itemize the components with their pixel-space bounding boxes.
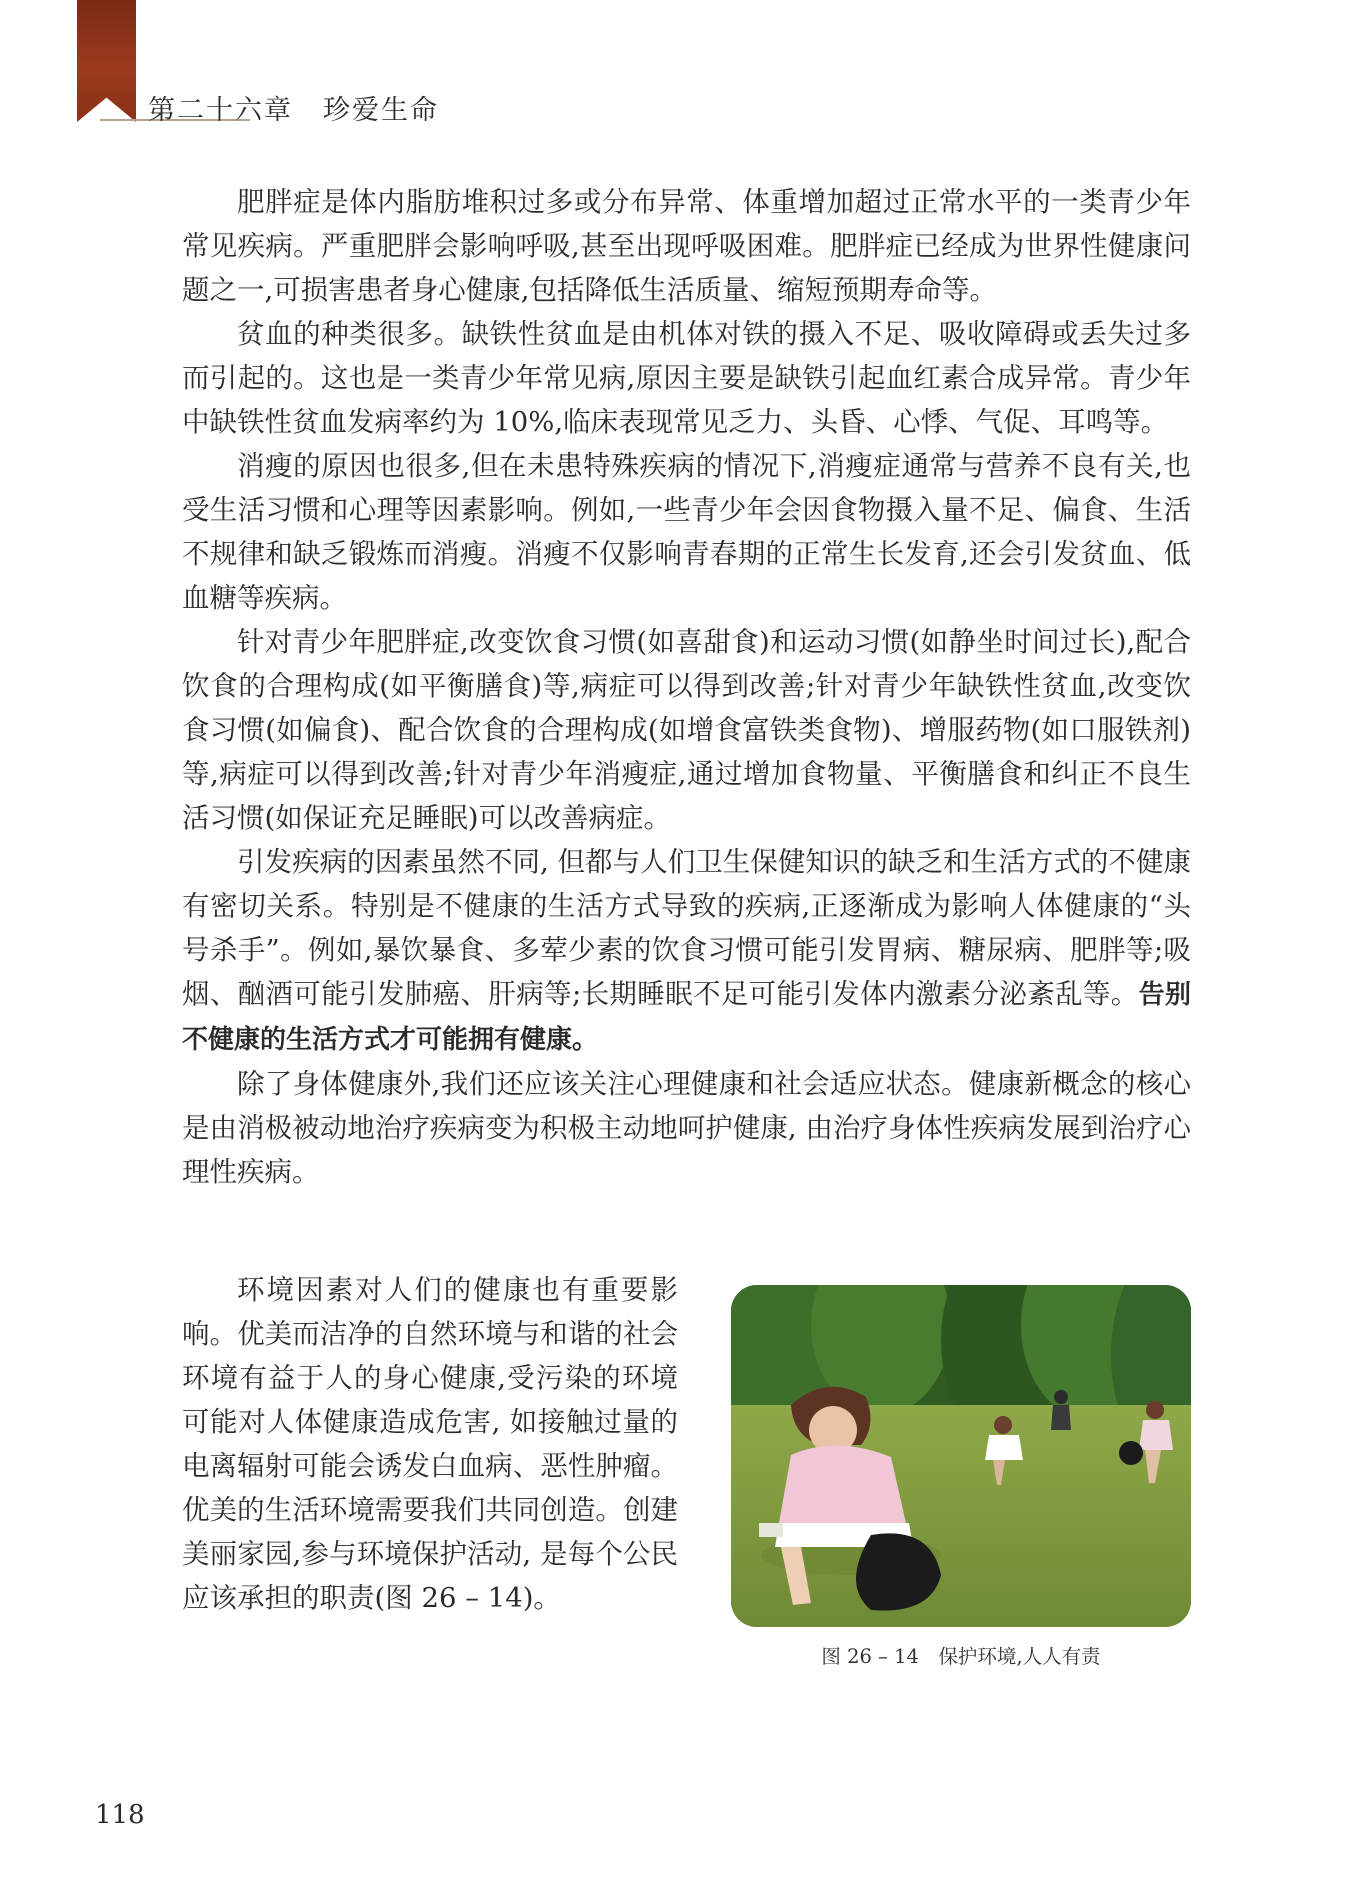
paragraph-environment: 环境因素对人们的健康也有重要影响。优美而洁净的自然环境与和谐的社会环境有益于人的身心健康,受污染的环境可能对人体健康造成危害, 如接触过量的电离辐射可能会诱发白血病、恶性肿瘤。优美的生活环境需要我们共同创造。创建美丽家园,参与环境保护活动, 是每个公民应该承担的职责(图 26 – 14)。 [182,1274,678,1614]
paragraph-treatment: 针对青少年肥胖症,改变饮食习惯(如喜甜食)和运动习惯(如静坐时间过长),配合饮食的合理构成(如平衡膳食)等,病症可以得到改善;针对青少年缺铁性贫血,改变饮食习惯(如偏食)、配合饮食的合理构成(如增食富铁类食物)、增服药物(如口服铁剂)等,病症可以得到改善;针对青少年消瘦症,通过增加食物量、平衡膳食和纠正不良生活习惯(如保证充足睡眠)可以改善病症。 [182,626,1191,834]
chapter-number: 第二十六章 [148,95,293,126]
lifestyle-text: 引发疾病的因素虽然不同, 但都与人们卫生保健知识的缺乏和生活方式的不健康有密切关系。特别是不健康的生活方式导致的疾病,正逐渐成为影响人体健康的“头号杀手”。例如,暴饮暴食、多荤少素的饮食习惯可能引发胃病、糖尿病、肥胖等;吸烟、酗酒可能引发肺癌、肝病等;长期睡眠不足可能引发体内激素分泌紊乱等。 [182,846,1191,1010]
chapter-bookmark-ribbon [77,0,136,122]
paragraph-mental-health: 除了身体健康外,我们还应该关注心理健康和社会适应状态。健康新概念的核心是由消极被动地治疗疾病变为积极主动地呵护健康, 由治疗身体性疾病发展到治疗心理性疾病。 [182,1068,1191,1188]
paragraph-anemia: 贫血的种类很多。缺铁性贫血是由机体对铁的摄入不足、吸收障碍或丢失过多而引起的。这也是一类青少年常见病,原因主要是缺铁引起血红素合成异常。青少年中缺铁性贫血发病率约为 10%,临床表现常见乏力、头昏、心悸、气促、耳鸣等。 [182,318,1191,438]
chapter-title: 珍爱生命 [323,95,439,126]
figure-caption: 图 26 – 14 保护环境,人人有责 [821,1645,1101,1668]
running-header [148,88,439,127]
park-cleanup-photo [731,1285,1191,1627]
paragraph-emaciation: 消瘦的原因也很多,但在未患特殊疾病的情况下,消瘦症通常与营养不良有关,也受生活习惯和心理等因素影响。例如,一些青少年会因食物摄入量不足、偏食、生活不规律和缺乏锻炼而消瘦。消瘦不仅影响青春期的正常生长发育,还会引发贫血、低血糖等疾病。 [182,450,1191,614]
lifestyle-emphasis: 告别不健康的生活方式才可能拥有健康。 [182,980,1191,1055]
body-text [182,180,1191,1194]
figure-photo [731,1285,1191,1627]
wrapped-text-column [182,1268,678,1620]
paragraph-lifestyle [182,840,1191,1062]
page-number: 118 [95,1800,145,1830]
paragraph-obesity: 肥胖症是体内脂肪堆积过多或分布异常、体重增加超过正常水平的一类青少年常见疾病。严重肥胖会影响呼吸,甚至出现呼吸困难。肥胖症已经成为世界性健康问题之一,可损害患者身心健康,包括降低生活质量、缩短预期寿命等。 [182,186,1191,306]
